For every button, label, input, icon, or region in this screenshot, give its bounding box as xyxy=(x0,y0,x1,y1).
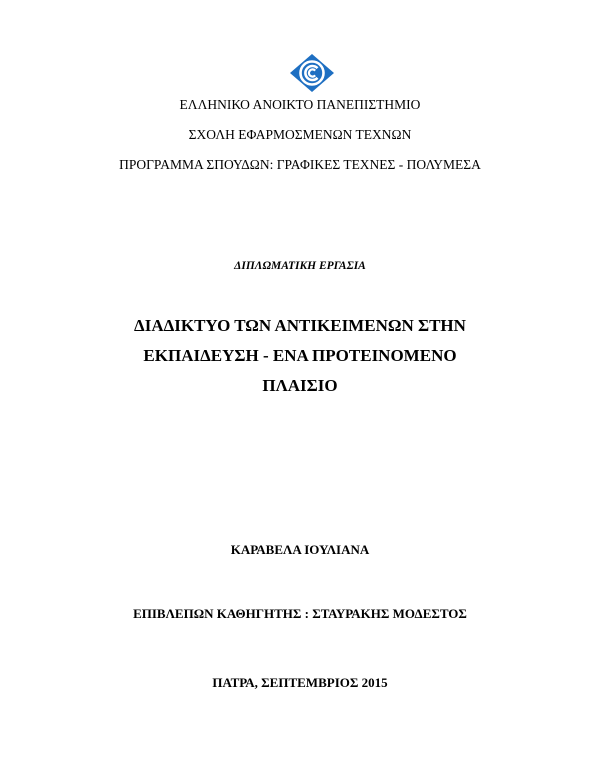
thesis-title-line-1: ΔΙΑΔΙΚΤΥΟ ΤΩΝ ΑΝΤΙΚΕΙΜΕΝΩΝ ΣΤΗΝ xyxy=(134,316,466,335)
program-name: ΠΡΟΓΡΑΜΜΑ ΣΠΟΥΔΩΝ: ΓΡΑΦΙΚΕΣ ΤΕΧΝΕΣ - ΠΟΛΥΜΕΣΑ xyxy=(119,157,481,172)
eap-university-logo-icon xyxy=(288,53,336,93)
place-date: ΠΑΤΡΑ, ΣΕΠΤΕΜΒΡΙΟΣ 2015 xyxy=(212,675,388,690)
author-name: ΚΑΡΑΒΕΛΑ ΙΟΥΛΙΑΝΑ xyxy=(230,542,370,557)
supervisor-line: ΕΠΙΒΛΕΠΩΝ ΚΑΘΗΓΗΤΗΣ : ΣΤΑΥΡΑΚΗΣ ΜΟΔΕΣΤΟΣ xyxy=(133,606,467,621)
university-name: ΕΛΛΗΝΙΚΟ ΑΝΟΙΚΤΟ ΠΑΝΕΠΙΣΤΗΜΙΟ xyxy=(179,97,421,112)
thesis-title-line-3: ΠΛΑΙΣΙΟ xyxy=(262,376,338,395)
thesis-title-line-2: ΕΚΠΑΙΔΕΥΣΗ - ΕΝΑ ΠΡΟΤΕΙΝΟΜΕΝΟ xyxy=(143,346,457,365)
document-type: ΔΙΠΛΩΜΑΤΙΚΗ ΕΡΓΑΣΙΑ xyxy=(234,260,366,272)
school-name: ΣΧΟΛΗ ΕΦΑΡΜΟΣΜΕΝΩΝ ΤΕΧΝΩΝ xyxy=(188,127,412,142)
